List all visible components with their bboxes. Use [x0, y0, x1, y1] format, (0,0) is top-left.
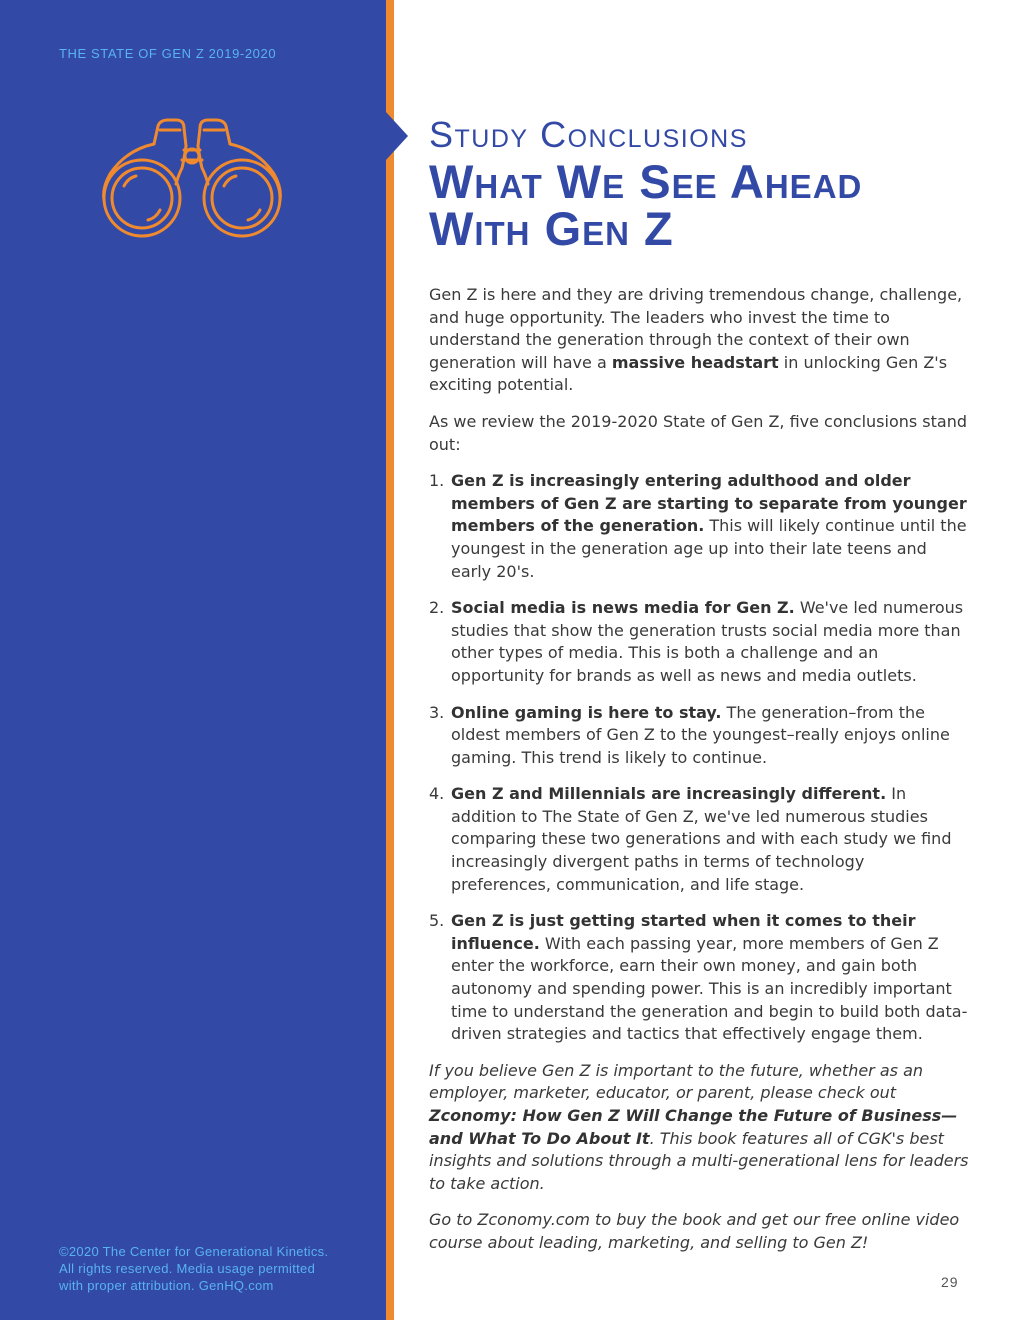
page-title-line: What We See Ahead: [429, 155, 863, 208]
page-title-line: With Gen Z: [429, 202, 674, 255]
list-item-heading: Gen Z and Millennials are increasingly different.: [451, 784, 887, 804]
list-item-text: In addition to The State of Gen Z, we've led numerous studies comparing these two generations and with each study we find increasingly divergent paths in terms of technology preferences, communication, and life stage.: [451, 784, 952, 894]
list-item: [429, 702, 969, 770]
emphasis-text: massive headstart: [611, 352, 779, 372]
list-item: [429, 783, 969, 896]
list-number: 3.: [429, 702, 445, 722]
main-content: [429, 112, 969, 1269]
copyright-line: ©2020 The Center for Generational Kinetics.: [59, 1244, 329, 1259]
list-number: 4.: [429, 784, 445, 804]
section-subtitle: Study Conclusions: [429, 114, 748, 155]
binoculars-icon: [96, 116, 288, 240]
list-number: 1.: [429, 471, 445, 491]
copyright-line: with proper attribution. GenHQ.com: [59, 1278, 274, 1293]
orange-divider-stripe: [386, 0, 394, 1320]
article-body: [429, 284, 969, 1255]
list-item: [429, 597, 969, 687]
book-title: Zconomy: How Gen Z Will Change the Future of Business—and What To Do About It: [429, 1106, 958, 1148]
list-item-heading: Online gaming is here to stay.: [451, 702, 722, 722]
list-item-heading: Social media is news media for Gen Z.: [451, 598, 795, 618]
running-head: THE STATE OF GEN Z 2019-2020: [59, 46, 277, 61]
closing-paragraph: If you believe Gen Z is important to the future, whether as an employer, marketer, educator, or parent, please check out Zconomy: How Gen Z Will Change the Future of Business—and What To Do About It. This book features all of CGK's best insights and solutions through a multi-generational lens for leaders to take action.: [429, 1060, 969, 1193]
list-number: 2.: [429, 598, 445, 618]
list-item-heading: Gen Z is increasingly entering adulthood and older members of Gen Z are starting to separate from younger members of the generation.: [451, 471, 967, 536]
list-item-text: With each passing year, more members of Gen Z enter the workforce, earn their own money, and gain both autonomy and spending power. This is an incredibly important time to understand the generation and begin to build both data-driven strategies and tactics that effectively engage them.: [451, 933, 968, 1044]
page-number: 29: [941, 1274, 959, 1290]
intro-paragraph: Gen Z is here and they are driving tremendous change, challenge, and huge opportunity. The leaders who invest the time to understand the generation through the context of their own generation will have a massive headstart in unlocking Gen Z's exciting potential.: [429, 285, 963, 395]
conclusions-list: [429, 470, 969, 1046]
heading-pointer-arrow: [386, 112, 408, 160]
copyright-notice: [59, 1243, 369, 1294]
intro-paragraph: As we review the 2019-2020 State of Gen Z, five conclusions stand out:: [429, 411, 967, 454]
page-title: [429, 155, 969, 255]
list-item-text: The generation–from the oldest members of Gen Z to the youngest–really enjoys online gaming. This trend is likely to continue.: [451, 702, 950, 767]
list-item-text: We've led numerous studies that show the generation trusts social media more than other types of media. This is both a challenge and an opportunity for brands as well as news and media outlets.: [451, 598, 964, 685]
list-item: [429, 910, 969, 1046]
copyright-line: All rights reserved. Media usage permitted: [59, 1261, 316, 1276]
list-item-heading: Gen Z is just getting started when it comes to their influence.: [451, 911, 916, 953]
list-item-text: This will likely continue until the youngest in the generation age up into their late teens and early 20's.: [451, 516, 967, 581]
list-number: 5.: [429, 911, 445, 931]
list-item: [429, 470, 969, 583]
closing-paragraph: Go to Zconomy.com to buy the book and get our free online video course about leading, marketing, and selling to Gen Z!: [429, 1210, 960, 1252]
